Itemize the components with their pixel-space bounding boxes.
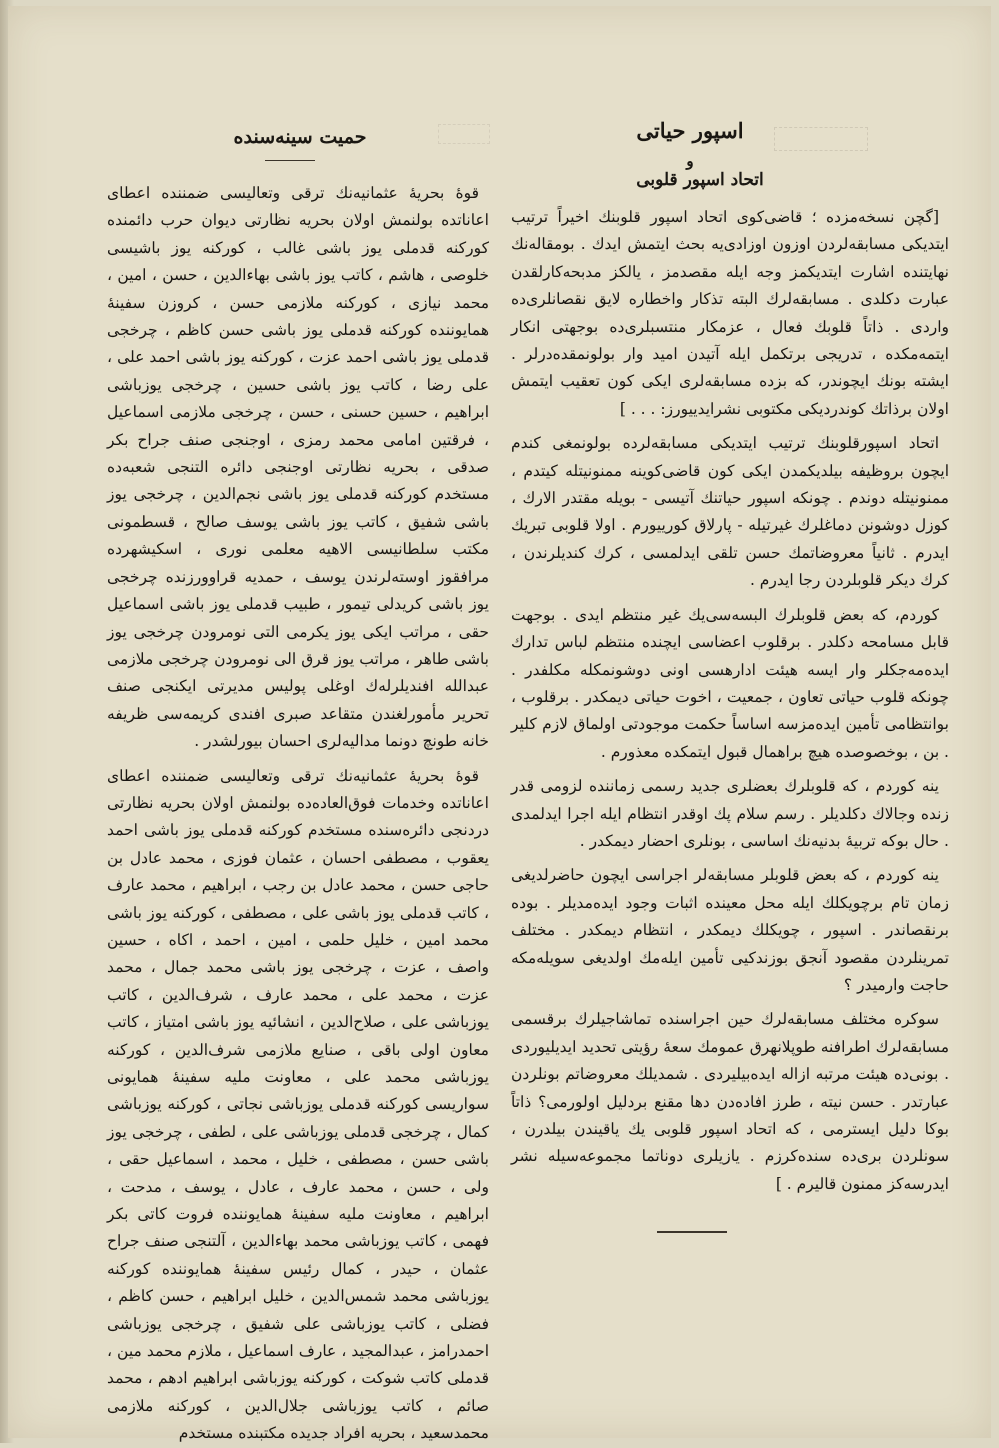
title-underline <box>265 160 315 161</box>
paragraph: اتحاد اسپورقلوبنك ترتیب ایتدیکی مسابقه‌لرده بولونمغی کندم ایچون بروظیفه بیلدیکمدن ایکی کون قاضی‌کوینه ممنونیتله کیتدم ، ممنونیتله دوندم . چونکه اسپور حیاتنك آتیسی - بویله مقتدر الارك ، کوزل دوشونن دماغلرك غیرتیله - پارلاق کوریيورم . اولا قلوبی تبریك ایدرم . ثانیاً معروضاتمك حسن تلقی ایدلمسی ، کرك کندیلرندن ، کرك دیکر قلوبلردن رجا ایدرم . <box>511 434 949 590</box>
paragraph: [گچن نسخه‌مزده ؛ قاضی‌کوی اتحاد اسپور قلوبنك اخیراً ترتیب ایتدیکی مسابقه‌لردن اوزون اوزادی‌یه بحث ایتمش ایدك . بومقاله‌نك نهایتنده اشارت ایتدیکمز وجه ایله مقصدمز ، یالکز مدبحه‌کارلقدن عبارت دکلدی . مسابقه‌لرك البته تذکار واخطاره لایق نقصانلری‌ده واردی . ذاتاً قلوبك فعال ، عزمکار منتسبلری‌ده بوجهتی انکار ایتمه‌مکده ، تدریجی برتکمل ایله آتیدن امید وار بولونمقده‌درلر . ایشته بونك ایچوندر، که بزده مسابقه‌لری ایکی کون تعقیب ایتمش اولان برذاتك کوندردیکی مکتوبی نشرایدیيورز: . . . ] <box>511 208 949 418</box>
title-conjunction: و <box>686 152 694 170</box>
article-title-sport-life: اسپور حیاتی <box>636 118 744 143</box>
paragraph: سوکره مختلف مسابقه‌لرك حین اجراسنده تماشاجیلرك برقسمی مسابقه‌لرك اطرافنه طوپلانهرق عمومك سعهٔ رؤیتی تحدید ایدیلیوردی . بونی‌ده هیئت مرتبه ازاله ایده‌بیلیردی . شمدیلك معروضاتم بونلردن عبارتدر . حسن نیته ، طرز افاده‌دن دها مقنع بردلیل اولورمی؟ ذاتاً بوکا دلیل ایسترمی ، که اتحاد اسپور قلوبی یك یاقیندن بیلدرن ، سونلردن بری‌ده سنده‌کرزم . یازیلری دوناتما مجموعه‌سیله نشر ایدرسه‌کز ممنون قالیرم . ] <box>511 1010 949 1193</box>
article-subtitle-club: اتحاد اسپور قلوبی <box>636 170 764 190</box>
paragraph: قوهٔ بحریهٔ عثمانیه‌نك ترقی وتعالیسی ضمننده اعطای اعاناتده بولنمش اولان بحریه نظارتی دیوان حرب دائمنده کورکنه قدملی یوز باشی غالب ، کورکنه یوز باشیسی خلوصی ، هاشم ، کاتب یوز باشی بهاءالدین ، حسن ، امین ، محمد نیازی ، کورکنه ملازمی حسن ، کروزن سفینهٔ همایوننده کورکنه قدملی یوز باشی حسن کاظم ، چرخجی قدملی یوز باشی احمد عزت ، کورکنه یوز باشی احمد علی ، علی رضا ، کاتب یوز باشی حسین ، چرخجی یوزباشی ابراهیم ، حسین حسنی ، حسن ، چرخجی ملازمی اسماعیل ، فرقتین امامی محمد رمزی ، اوجنجی صنف جراح بکر صدقی ، بحریه نظارتی اوجنجی دائره التنجی شعبه‌ده مستخدم کورکنه قدملی یوز باشی نجم‌الدین ، چرخجی یوز باشی شفیق ، کاتب یوز باشی یوسف صالح ، قسطمونی مکتب سلطانیسی الاهیه معلمی نوری ، اسکیشهرده مرافقوز اوسته‌لرندن یوسف ، حمدیه قراوورزنده چرخجی یوز باشی کریدلی تیمور ، طبیب قدملی یوز باشی اسماعیل حقی ، مراتب ایکی یوز یکرمی التی نومرودن چرخجی یوز باشی طاهر ، مراتب یوز قرق الی نومرودن چرخجی ملازمی عبدالله افندیلرله‌ك اوغلی پولیس مدیرتی ایکنجی صنف تحریر مأمورلغندن متقاعد صبری افندی کریمه‌سی ظریفه خانه طونچ دونما مدالیه‌لری احسان بیورلشدر . <box>107 184 489 751</box>
paragraph: ینه کوردم ، که بعض قلوبلر مسابقه‌لر اجراسی ایچون حاضرلدیغی زمان تام برچویکلك ایله محل معینده اثبات وجود ایده‌مدیلر . بوده برنقصاندر . اسپور ، چویکلك دیمکدر ، انتظام دیمکدر . مختلف تمرینلردن مقصود آنجق بوزندکیی تأمین ایله‌مك اولدیغی سویله‌مکه حاجت وارمیدر ؟ <box>511 866 949 994</box>
article-title-patriotism: حمیت سینه‌سنده <box>233 126 367 148</box>
paragraph: کوردم، که بعض قلوبلرك البسه‌سی‌یك غیر منتظم ایدی . بوجهت قابل مسامحه دکلدر . برقلوب اعضاسی ایچنده منتظم لباس تدارك ایده‌مه‌جکلر وار ایسه هیئت ادارهسی اونی دوشونمکله مکلفدر . چونکه قلوب حیاتی تعاون ، جمعیت ، اخوت حیاتی دیمکدر . برقلوب ، بوانتظامی تأمین ایده‌مزسه اساساً حکمت موجودتی اولماق لازم کلیر . بن ، بوخصوصده هیچ براهمال قبول ایتمکده معذورم . <box>511 605 949 761</box>
paragraph: ینه کوردم ، که قلوبلرك بعضلری جدید رسمی زماننده لزومی قدر زنده وجالاك دکلدیلر . رسم سلام پك اوقدر انتظام ایله اجرا ایدلمدی . حال بوکه تربیهٔ بدنیه‌نك اساسی ، بونلری احضار دیمکدر . <box>511 777 949 850</box>
library-stamp-secondary <box>438 124 490 144</box>
paragraph: قوهٔ بحریهٔ عثمانیه‌نك ترقی وتعالیسی ضمننده اعطای اعاناتده وخدمات فوق‌العاده‌ده بولنمش اولان بحریه نظارتی دردنجی دائره‌سنده مستخدم کورکنه قدملی یوز باشی احمد یعقوب ، مصطفی احسان ، عثمان فوزی ، محمد عادل بن حاجی حسن ، محمد عادل بن رجب ، ابراهیم ، محمد عارف ، کاتب قدملی یوز باشی علی ، مصطفی ، کورکنه یوز باشی محمد امین ، خلیل حلمی ، امین ، احمد ، اکاه ، حسین واصف ، عزت ، چرخجی یوز باشی محمد جمال ، محمد عزت ، محمد علی ، محمد عارف ، شرف‌الدین ، کاتب یوزباشی علی ، صلاح‌الدین ، انشائیه یوز باشی امتیاز ، کاتب معاون اولی باقی ، صنایع ملازمی شرف‌الدین ، کورکنه یوزباشی محمد علی ، معاونت ملیه سفینهٔ همایونی سواریسی کورکنه قدملی یوزباشی نجاتی ، کورکنه یوزباشی کمال ، چرخجی قدملی یوزباشی علی ، لطفی ، چرخجی یوز باشی حسن ، مصطفی ، خلیل ، محمد ، اسماعیل حقی ، ولی ، حسن ، محمد عارف ، عادل ، یوسف ، مدحت ، ابراهیم ، معاونت ملیه سفینهٔ همایوننده فروت کاتی بکر فهمی ، کاتب یوزباشی محمد بهاءالدین ، آلتنجی صنف جراح عثمان ، حیدر ، کمال رئیس سفینهٔ همایوننده کورکنه یوزباشی محمد شمس‌الدین ، خلیل ابراهیم ، حسن کاظم ، فضلی ، کاتب یوزباشی علی شفیق ، چرخجی یوزباشی احمدرامز ، عبدالمجید ، عارف اسماعیل ، ملازم محمد مین ، قدملی کاتب شوکت ، کورکنه یوزباشی ابراهیم ادهم ، محمد صائم ، کاتب یوزباشی جلال‌الدین ، کورکنه ملازمی محمدسعید ، بحریه افراد جدیده مکتبنده مستخدم <box>107 766 489 1443</box>
right-column-body <box>511 204 949 1219</box>
article-end-rule <box>657 1231 727 1233</box>
left-column-body <box>107 180 489 1443</box>
